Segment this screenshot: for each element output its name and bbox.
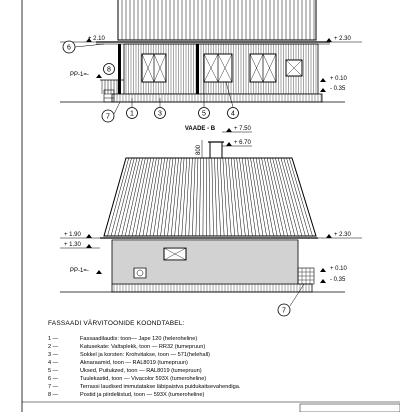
- legend-title: FASSAADI VÄRVITOONIDE KOONDTABEL:: [48, 320, 185, 327]
- legend-row: 3 — Sokkel ja korsten: Krohvitakse, toon — 571(helehall): [48, 352, 210, 358]
- svg-text:+ 6.70: + 6.70: [234, 140, 251, 146]
- legend-row: 7 — Terrassi laudised immutatakse läbipaistva puidukaitsevahendiga.: [48, 384, 241, 390]
- svg-text:4: 4: [231, 110, 235, 118]
- svg-text:6: 6: [67, 44, 71, 52]
- svg-text:+ 0.10: + 0.10: [330, 266, 347, 272]
- top-plinth: [112, 94, 322, 102]
- level-roof-right: [322, 36, 362, 42]
- color-legend: [0, 318, 400, 412]
- svg-text:+ 2.30: + 2.30: [334, 36, 351, 42]
- level-ground-left-bottom: [70, 268, 102, 274]
- porch-post-left: [118, 44, 121, 96]
- bottom-terrace: [298, 268, 314, 284]
- callout-7-top: [102, 102, 120, 122]
- svg-text:+ 7.50: + 7.50: [234, 126, 251, 132]
- level-ridge: [222, 126, 252, 132]
- top-roof: [122, 0, 314, 40]
- top-window-1: [142, 54, 166, 82]
- legend-row: 1 — Fassaadilaudis: toon— Jape 120 (heleroheline): [48, 336, 198, 342]
- legend-row: 2 — Katusekate: Valtsplekk, toon — RR32 (tumepruun): [48, 344, 206, 350]
- top-window-2: [204, 54, 232, 82]
- svg-text:- 0.35: - 0.35: [330, 86, 346, 92]
- view-title: VAADE - B: [184, 126, 216, 132]
- svg-text:5: 5: [202, 110, 206, 118]
- svg-text:- 0.35: - 0.35: [330, 277, 346, 283]
- legend-row: 5 — Uksed, Puitukzed, toon — RAL8019 (tumepruun): [48, 368, 202, 374]
- level-eave-left: [60, 232, 100, 248]
- level-ground-left: [70, 72, 102, 78]
- bottom-roof-seams: [104, 158, 316, 236]
- svg-text:7: 7: [282, 307, 286, 315]
- chimney-dimension: [196, 140, 202, 158]
- svg-text:8: 8: [107, 66, 111, 74]
- level-ground-right: [320, 76, 348, 92]
- callout-6: [63, 41, 104, 53]
- svg-text:3: 3: [158, 110, 162, 118]
- legend-row: 8 — Postid ja piirdeliistud, toon — 593X (tumeroheline): [48, 392, 205, 398]
- legend-row: 6 — Tuulekastid, toon — Vivacolor 593X (tumeroheline): [48, 376, 207, 382]
- svg-text:+ 0.10: + 0.10: [330, 76, 347, 82]
- svg-text:PP-1=-: PP-1=-: [70, 268, 89, 274]
- vent-unit: [134, 268, 146, 278]
- top-window-3: [250, 54, 276, 82]
- svg-text:+ 2.30: + 2.30: [334, 232, 351, 238]
- top-roof-outline: [118, 0, 316, 40]
- callout-8: [104, 64, 115, 75]
- svg-text:+ 1.90: + 1.90: [64, 232, 81, 238]
- level-ground-right-bottom: [320, 266, 348, 283]
- svg-text:+ 2.10: + 2.10: [88, 36, 105, 42]
- level-chimney: [222, 140, 252, 146]
- porch-post-right: [196, 44, 199, 96]
- top-elevation: [60, 0, 362, 132]
- top-window-4: [286, 60, 302, 76]
- legend-row: 4 — Aknaraamid, toon — RAL8019 (tumepruun): [48, 360, 188, 366]
- svg-text:1: 1: [130, 110, 134, 118]
- svg-text:+ 1.30: + 1.30: [64, 242, 81, 248]
- chimney: [208, 142, 224, 158]
- level-eave-right: [318, 232, 362, 238]
- bottom-window: [164, 248, 186, 260]
- svg-text:PP-1=-: PP-1=-: [70, 72, 89, 78]
- svg-text:800: 800: [196, 144, 202, 156]
- bottom-elevation: [60, 126, 362, 316]
- svg-text:7: 7: [106, 113, 110, 121]
